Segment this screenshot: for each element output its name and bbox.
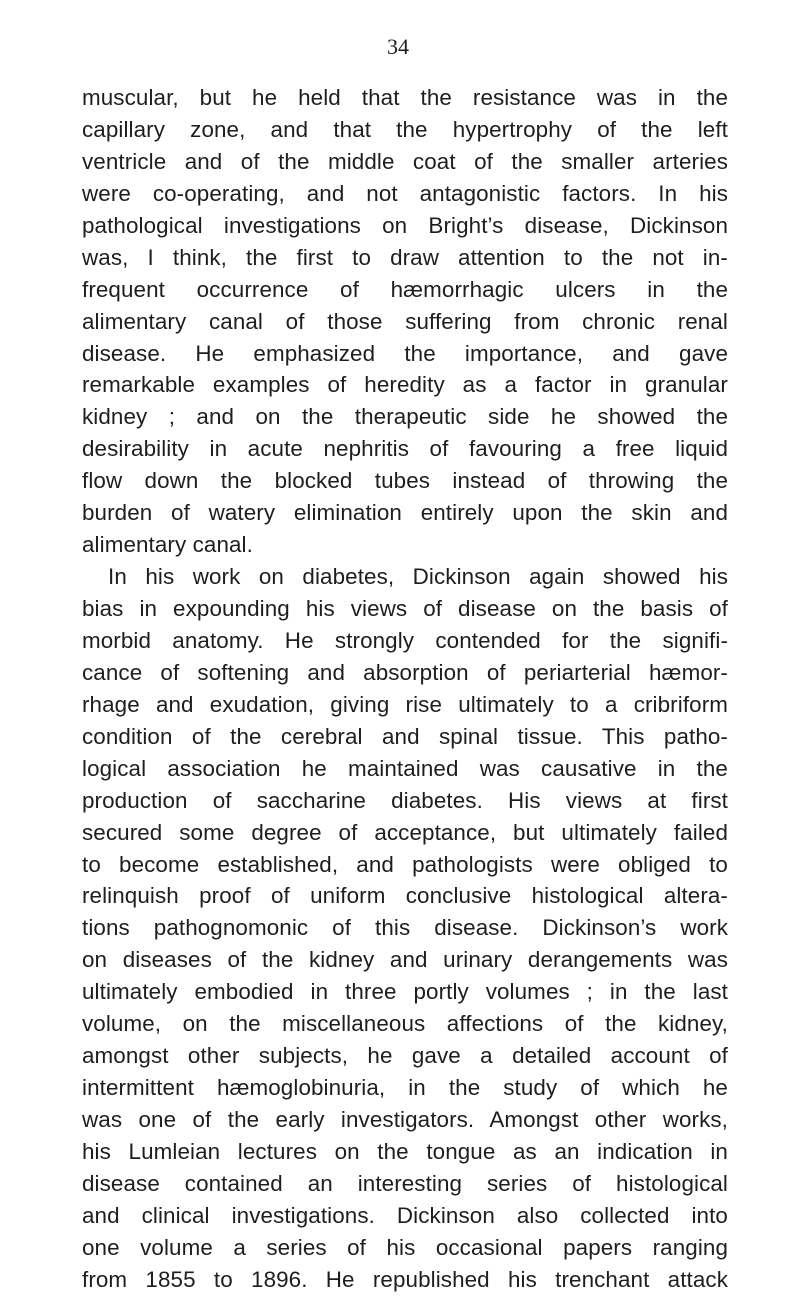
text-line: burden of watery elimination entirely upon the skin and [82, 500, 728, 526]
text-line: were co-operating, and not antagonistic factors. In his [82, 180, 728, 206]
text-line: desirability in acute nephritis of favouring a free liquid [82, 436, 728, 462]
text-line: alimentary canal of those suffering from chronic renal [82, 308, 728, 334]
text-line: kidney ; and on the therapeutic side he showed the [82, 404, 728, 430]
text-line: muscular, but he held that the resistance was in the [82, 85, 728, 110]
text-line: was one of the early investigators. Amongst other works, [82, 1107, 728, 1132]
page-number: 34 [387, 34, 409, 59]
text-line: to become established, and pathologists were obliged to [82, 851, 728, 877]
text-line: morbid anatomy. He strongly contended for the signifi- [82, 627, 728, 653]
text-line: ventricle and of the middle coat of the smaller arteries [82, 148, 728, 174]
text-line: intermittent hæmoglobinuria, in the study of which he [82, 1075, 728, 1101]
text-line: secured some degree of acceptance, but ultimately failed [82, 819, 728, 845]
text-line: capillary zone, and that the hypertrophy of the left [82, 116, 728, 142]
paragraph-end-line: alimentary canal. [82, 532, 253, 558]
text-line: disease contained an interesting series of histological [82, 1170, 728, 1196]
text-line: production of saccharine diabetes. His views at first [82, 787, 728, 813]
text-line: cance of softening and absorption of periarterial hæmor- [82, 659, 728, 685]
text-line: was, I think, the first to draw attention to the not in- [82, 244, 728, 270]
text-line: rhage and exudation, giving rise ultimately to a cribriform [82, 691, 728, 717]
text-line: bias in expounding his views of disease on the basis of [82, 596, 728, 621]
text-line: relinquish proof of uniform conclusive histological altera- [82, 883, 728, 909]
text-line: one volume a series of his occasional papers ranging [82, 1234, 728, 1260]
text-line: condition of the cerebral and spinal tissue. This patho- [82, 723, 728, 749]
text-line: volume, on the miscellaneous affections of the kidney, [82, 1011, 728, 1037]
text-line: and clinical investigations. Dickinson also collected into [82, 1202, 728, 1228]
text-line: pathological investigations on Bright’s disease, Dickinson [82, 212, 728, 238]
text-line: amongst other subjects, he gave a detailed account of [82, 1043, 728, 1069]
text-line: flow down the blocked tubes instead of throwing the [82, 468, 728, 494]
text-line: ultimately embodied in three portly volumes ; in the last [82, 979, 728, 1005]
text-line: logical association he maintained was causative in the [82, 755, 728, 781]
paragraph-start-line: In his work on diabetes, Dickinson again showed his [108, 564, 728, 590]
text-line: on diseases of the kidney and urinary derangements was [82, 947, 728, 973]
body-text [82, 82, 728, 1296]
text-line: disease. He emphasized the importance, and gave [82, 340, 728, 366]
text-line: from 1855 to 1896. He republished his trenchant attack [82, 1266, 728, 1292]
text-line: tions pathognomonic of this disease. Dickinson’s work [82, 915, 728, 941]
text-line: remarkable examples of heredity as a factor in granular [82, 372, 728, 398]
text-line: frequent occurrence of hæmorrhagic ulcers in the [82, 276, 728, 302]
text-line: his Lumleian lectures on the tongue as an indication in [82, 1138, 728, 1164]
